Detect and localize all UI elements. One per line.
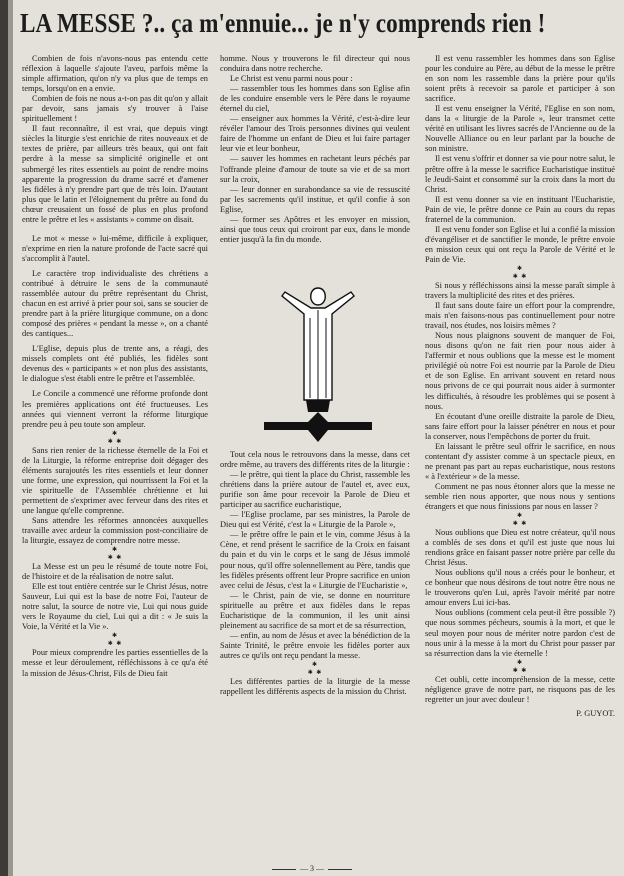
column-1 xyxy=(22,54,208,794)
three-stars-icon: ✱ ✱ ✱ xyxy=(512,513,528,528)
paragraph: Combien de fois ne nous a-t-on pas dit qu'on y allait par devoir, sans jamais s'y trouver à l'aise spirituellement ! xyxy=(22,94,208,124)
paragraph: Il est venu enseigner la Vérité, l'Eglise en son nom, dans la « liturgie de la Parole », leur transmet cette vérité en utilisant les livres sacrés de l'Ancienne ou de la Nouvelle Alliance ou en leur parlant par la bouche de son ministre. xyxy=(425,104,615,154)
three-stars-icon: ✱ ✱ ✱ xyxy=(512,265,528,280)
paragraph: Il faut reconnaître, il est vrai, que depuis vingt siècles la liturgie s'est enrichie de rites nouveaux et de textes de prière, par ailleurs très beaux, qui ont fait perdre à la messe sa simplicité originelle et ont submergé les rites essentiels au point de rendre moins apparente la progression du drame sacré et d'amener les fidèles à n'y prendre part que de très loin. D'autant plus que le latin et l'éloignement du prêtre au fond du chœur creusaient un fossé de plus en plus profond entre le prêtre et les « assistants » comme on disait. xyxy=(22,124,208,224)
paragraph: Si nous y réfléchissons ainsi la messe paraît simple à travers la multiplicité des rites et des prières. xyxy=(425,280,615,301)
paragraph: En laissant le prêtre seul offrir le sacrifice, en nous contentant d'y assister comme à un spectacle pieux, en ne prenant pas part au repas eucharistique, nous restons « à l'extérieur » de la messe. xyxy=(425,441,615,481)
paragraph: Il est venu donner sa vie en instituant l'Eucharistie, Pain de vie, le prêtre donne ce Pain au cours du repas fraternel de la communion. xyxy=(425,194,615,224)
paragraph: Combien de fois n'avons-nous pas entendu cette réflexion à laquelle s'ajoute l'aveu, parfois même la simple affirmation, qu'on n'y va plus que de temps en temps, lorsqu'on en a envie. xyxy=(22,54,208,94)
binding-edge xyxy=(8,0,13,876)
binding-shadow xyxy=(0,0,8,876)
paragraph: — enfin, au nom de Jésus et avec la bénédiction de la Sainte Trinité, le prêtre envoie les fidèles porter aux autres ce qu'ils ont reçu pendant la messe. xyxy=(220,630,410,660)
paragraph: — sauver les hommes en rachetant leurs péchés par l'offrande pleine d'amour de toute sa vie et de sa mort sur la croix, xyxy=(220,154,410,184)
paragraph: Le caractère trop individualiste des chrétiens a contribué à détruire le sens de la communauté rassemblée autour du prêtre représentant du Christ, chacun en est arrivé à prier pour soi, sans se soucier de prendre part à la prière liturgique commune, on a donc composé des prières « pendant la messe », on a chanté des cantiques... xyxy=(22,268,208,339)
paragraph: Le mot « messe » lui-même, difficile à expliquer, n'exprime en rien la nature profonde de l'acte sacré qui s'accomplit à l'autel. xyxy=(22,233,208,263)
author-signature: P. GUYOT. xyxy=(576,708,615,718)
paragraph: Tout cela nous le retrouvons dans la messe, dans cet ordre même, au travers des différents rites de la liturgie : xyxy=(220,450,410,470)
paragraph: — former ses Apôtres et les envoyer en mission, ainsi que tous ceux qui croiront par eux, dans le monde entier jusqu'à la fin du monde. xyxy=(220,214,410,244)
paragraph: — le Christ, pain de vie, se donne en nourriture spirituelle au prêtre et aux fidèles dans le repas Eucharistique de la communion, il les unit ainsi pleinement au sacrifice de sa mort et de sa résurrection, xyxy=(220,590,410,630)
three-stars-icon: ✱ ✱ ✱ xyxy=(107,633,123,648)
page-number: — 3 — xyxy=(300,864,324,873)
paragraph: — leur donner en surabondance sa vie de ressuscité par les sacrements qu'il institue, et qu'il confie à son Eglise, xyxy=(220,184,410,214)
three-stars-icon: ✱ ✱ ✱ xyxy=(307,661,323,676)
paragraph: Nous oublions (comment cela peut-il être possible ?) que nous sommes pécheurs, soumis à la mort, et que le seul moyen pour nous de mériter notre pardon c'est de nous unir à la messe à la mort du Christ pour passer par sa résurrection dans la vie éternelle ! xyxy=(425,608,615,658)
paragraph: Nous oublions qu'il nous a créés pour le bonheur, et ce bonheur que nous désirons de tout notre être nous ne le trouverons qu'en Lui, après l'avoir mérité par notre amour envers Lui ici-bas. xyxy=(425,568,615,608)
paragraph: Sans attendre les réformes annoncées auxquelles travaille avec ardeur la commission post-conciliaire de la liturgie, essayez de comprendre notre messe. xyxy=(22,515,208,546)
three-stars-icon: ✱ ✱ ✱ xyxy=(107,430,123,445)
paragraph: Cet oubli, cette incompréhension de la messe, cette négligence grave de notre part, ne risquons pas de les regretter un jour avec douleur ! xyxy=(425,674,615,704)
paragraph: Il est venu s'offrir et donner sa vie pour notre salut, le prêtre offre à la messe le sacrifice Eucharistique institué le Jeudi-Saint et consommé sur la croix dans la mort du Christ. xyxy=(425,154,615,194)
paragraph: — rassembler tous les hommes dans son Eglise afin de les conduire ensemble vers le Père dans le royaume éternel du ciel, xyxy=(220,84,410,114)
paragraph: Le Concile a commencé une réforme profonde dont les premières applications ont été fructueuses. Les années qui viennent verront la réforme liturgique prendre peu à peu toute son ampleur. xyxy=(22,389,208,429)
three-stars-icon: ✱ ✱ ✱ xyxy=(512,659,528,674)
paragraph: — le prêtre offre le pain et le vin, comme Jésus à la Cène, et rend présent le sacrifice de la Croix en faisant du pain et du vin le corps et le sang de Jésus immolé pour nous, qu'il offre solennellement au Père, tandis que les fidèles présents offrent leur Propre sacrifice en union avec celui de Jésus, c'est la « Liturgie de l'Eucharistie », xyxy=(220,530,410,590)
paragraph: Nous oublions que Dieu est notre créateur, qu'il nous a comblés de ses dons et qu'il est juste que nous lui rendions grâce en faisant passer notre prière par celle du Christ Jésus. xyxy=(425,528,615,568)
column-3 xyxy=(425,54,615,850)
paragraph: Le Christ est venu parmi nous pour : xyxy=(230,74,353,84)
paragraph: Sans rien renier de la richesse éternelle de la Foi et de la Liturgie, la réforme entreprise doit dégager des éléments surajoutés les rites essentiels et leur donner une forme, une expression, qui nourrissent la Foi et la vie spirituelle de l'Assemblée chrétienne et lui permettent de s'exprimer avec ferveur dans des rites et une langue qu'elle comprenne. xyxy=(22,445,208,515)
paragraph: — enseigner aux hommes la Vérité, c'est-à-dire leur révéler l'amour des Trois personnes divines qui veulent faire de l'homme un enfant de Dieu et lui faire partager leur vie et leur bonheur, xyxy=(220,114,410,154)
christ-statue-on-cross-icon xyxy=(258,270,378,448)
article-title: LA MESSE ?.. ça m'ennuie... je n'y comprends rien ! xyxy=(20,7,546,38)
column-2-bottom xyxy=(220,450,410,790)
paragraph: Il faut sans doute faire un effort pour la comprendre, mais n'en faisons-nous pas continuellement pour notre travail, nos études, nos loisirs mêmes ? xyxy=(425,301,615,331)
paragraph: Comment ne pas nous étonner alors que la messe ne semble rien nous apporter, que nous nous y sentions étrangers et que nous finissions par nous en lasser ? xyxy=(425,481,615,512)
paragraph: homme. Nous y trouverons le fil directeur qui nous conduira dans notre recherche. xyxy=(220,54,410,74)
paragraph: Nous nous plaignons souvent de manquer de Foi, nous disons qu'on ne fait rien pour nous aider à l'affermir et nous oublions que la messe est le moment privilégié où notre Foi est nourrie par la Parole de Dieu et de son Eglise. En arrivant souvent en retard nous nous privons de ce qui pourrait nous aider à surmonter les difficultés, à résoudre les problèmes qui se posent à nous. xyxy=(425,331,615,411)
paragraph: En écoutant d'une oreille distraite la parole de Dieu, sans faire effort pour la laisser pénétrer en nous et pour la conserver, nous l'empêchons de porter du fruit. xyxy=(425,411,615,441)
paragraph: — l'Eglise proclame, par ses ministres, la Parole de Dieu qui est Vérité, c'est la « Liturgie de la Parole », xyxy=(220,510,410,530)
paragraph: Pour mieux comprendre les parties essentielles de la messe et leur déroulement, réfléchissons à ce qu'a été la mission de Jésus-Christ, Fils de Dieu fait xyxy=(22,648,208,678)
paragraph: Il est venu fonder son Eglise et lui a confié la mission d'évangéliser et de sanctifier le monde, le prêtre envoie en mission ceux qui ont reçu la Parole de Vérité et le Pain de Vie. xyxy=(425,224,615,264)
paragraph: La Messe est un peu le résumé de toute notre Foi, de l'histoire et de la réalisation de notre salut. xyxy=(22,562,208,582)
three-stars-icon: ✱ ✱ ✱ xyxy=(107,547,123,562)
page-footer xyxy=(0,862,624,876)
paragraph: — le prêtre, qui tient la place du Christ, rassemble les chrétiens dans la prière autour de l'autel et, avec eux, purifie son âme pour recevoir la Parole de Dieu et participer au sacrifice eucharistique, xyxy=(220,470,410,510)
column-2-top xyxy=(220,54,410,266)
paragraph: Il est venu rassembler les hommes dans son Eglise pour les conduire au Père, au début de la messe le prêtre en son nom les rassemble dans la prière pour qu'ils soient prêts à recevoir sa parole et participer à son sacrifice. xyxy=(425,54,615,104)
paragraph: Elle est tout entière centrée sur le Christ Jésus, notre Sauveur, Lui qui est la base de notre Foi, l'auteur de notre salut, la source de notre vie, Lui qui nous guide vers le Royaume du ciel, Lui qui a dit : « Je suis la Voie, la Vérité et la Vie ». xyxy=(22,582,208,632)
paragraph: Les différentes parties de la liturgie de la messe rappellent les différents aspects de la mission du Christ. xyxy=(220,676,410,697)
paragraph: L'Eglise, depuis plus de trente ans, a réagi, des missels complets ont été publiés, les fidèles sont devenus des « participants » et non plus des assistants, le dialogue s'est établi entre le prêtre et l'assemblée. xyxy=(22,344,208,384)
